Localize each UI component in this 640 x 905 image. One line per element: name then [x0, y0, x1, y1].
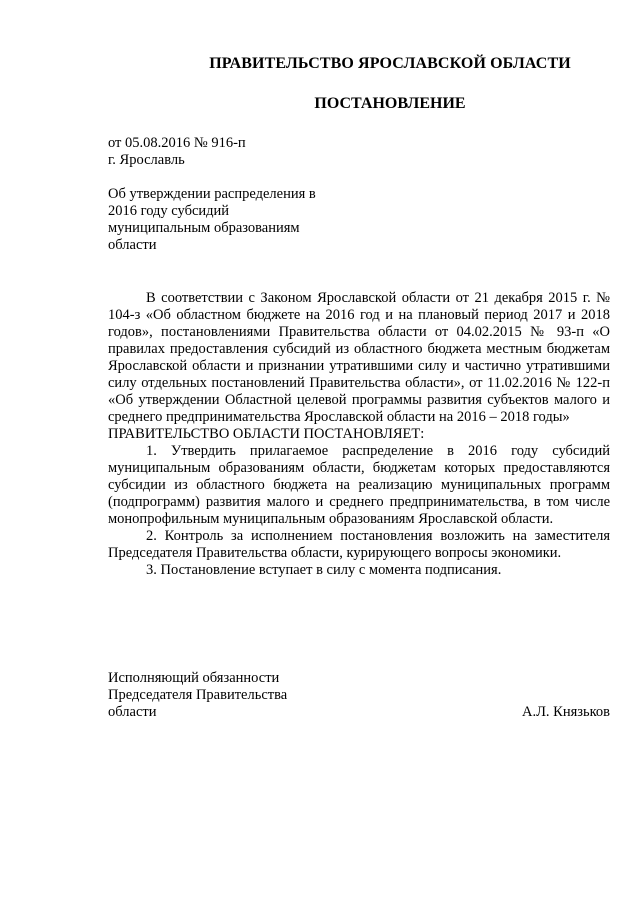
- document-body: [108, 290, 610, 579]
- document-subject: [108, 186, 368, 254]
- signatory-title-line-1: Исполняющий обязанности: [108, 670, 280, 686]
- signatory-line: [108, 704, 610, 721]
- decree-statement: ПРАВИТЕЛЬСТВО ОБЛАСТИ ПОСТАНОВЛЯЕТ:: [108, 426, 425, 442]
- city: г. Ярославль: [108, 152, 185, 168]
- government-title: ПРАВИТЕЛЬСТВО ЯРОСЛАВСКОЙ ОБЛАСТИ: [209, 55, 571, 72]
- signatory-title-line-3: области: [108, 704, 157, 720]
- document-type-heading: ПОСТАНОВЛЕНИЕ: [314, 95, 466, 112]
- preamble-paragraph: В соответствии с Законом Ярославской области от 21 декабря 2015 г. № 104-з «Об областном бюджете на 2016 год и на плановый период 2017 и 2018 годов», постановлениями Правительства области от 04.02.2015 № 93-п «О правилах предоставления субсидий из областного бюджета местным бюджетам Ярославской области и признании утратившими силу и частично утратившими силу отдельных постановлений Правительства области», от 11.02.2016 № 122-п «Об утверждении Областной целевой программы развития субъектов малого и среднего предпринимательства Ярославской области на 2016 – 2018 годы»: [108, 290, 610, 425]
- subject-line: муниципальным образованиям: [108, 220, 300, 236]
- decree-item-3: 3. Постановление вступает в силу с момента подписания.: [146, 562, 502, 578]
- subject-line: области: [108, 237, 157, 253]
- decree-item-2: 2. Контроль за исполнением постановления возложить на заместителя Председателя Правительства области, курирующего вопросы экономики.: [108, 528, 610, 561]
- document-meta: [108, 135, 408, 169]
- subject-line: 2016 году субсидий: [108, 203, 230, 219]
- signatory-title-line-2: Председателя Правительства: [108, 687, 288, 703]
- subject-line: Об утверждении распределения в: [108, 186, 316, 202]
- decree-item-1: 1. Утвердить прилагаемое распределение в 2016 году субсидий муниципальным образованиям области, бюджетам которых предоставляются субсидии из областного бюджета на реализацию муниципальных программ (подпрограмм) развития малого и среднего предпринимательства, в том числе монопрофильным муниципальным образованиям Ярославской области.: [108, 443, 610, 527]
- date-and-number: от 05.08.2016 № 916-п: [108, 135, 246, 151]
- signature-block: [108, 670, 610, 721]
- signatory-name: А.Л. Князьков: [521, 704, 610, 720]
